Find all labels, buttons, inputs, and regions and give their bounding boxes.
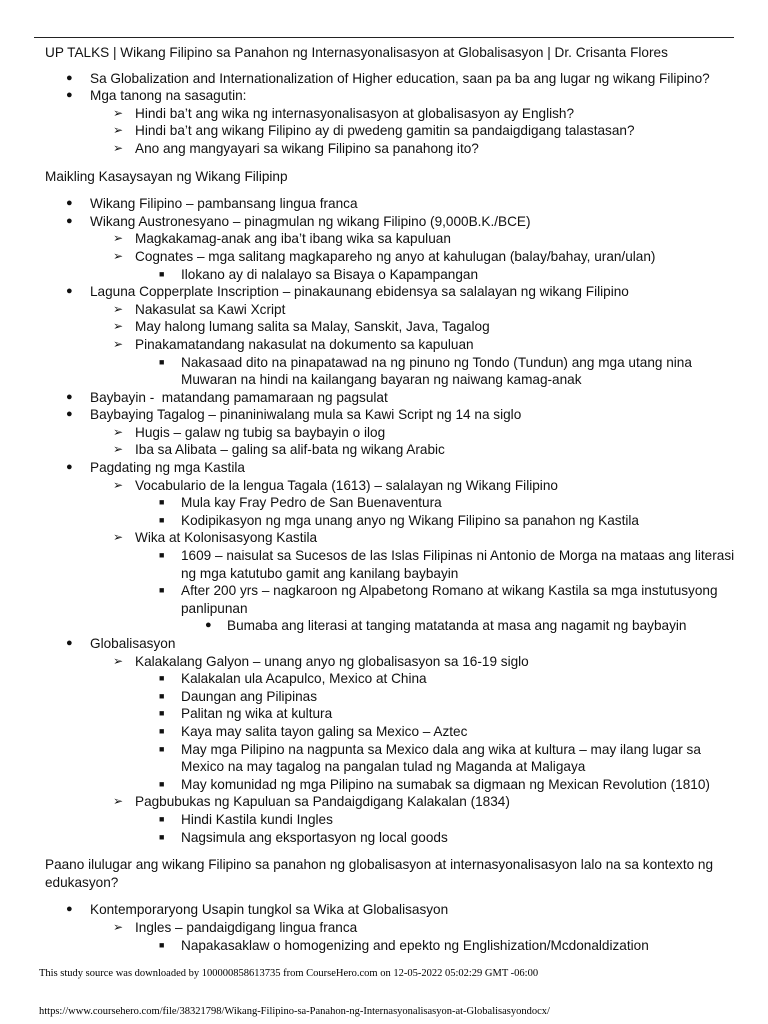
list-item: ● Wikang Filipino – pambansang lingua franca — [66, 196, 358, 212]
list-item: ■ Mula kay Fray Pedro de San Buenaventura — [159, 495, 442, 511]
list-item: ■ Hindi Kastila kundi Ingles — [159, 811, 333, 827]
list-item: ➢ Nakasulat sa Kawi Xcript — [113, 301, 286, 317]
document-body — [45, 44, 745, 954]
square-bullet-icon: ■ — [159, 725, 165, 736]
source-url-link[interactable]: https://www.coursehero.com/file/38321798/Wikang-Filipino-sa-Panahon-ng-Internasyonalisasyon-at-Globalisasyondocx/ — [39, 1006, 550, 1017]
list-item: ● Laguna Copperplate Inscription – pinakaunang ebidensya sa salalayan ng wikang Filipino ➢ Nakasulat sa Kawi Xcript ➢ May halong lumang salita sa Malay, Sanskit, Java, Tagalog ➢ Pinakamatandang nakasulat na dokumento sa kapuluan ■ Nakasaad dito na pinapatawad na ng pinuno ng Tondo (Tundun) ang mga utang nina Muwaran na hindi na kailangang bayaran ng naiwang kamag-anak — [90, 283, 745, 389]
dot-bullet-icon: ● — [205, 619, 212, 632]
arrow-bullet-icon: ➢ — [113, 319, 124, 334]
arrow-bullet-icon: ➢ — [113, 477, 124, 492]
list-item: ● Sa Globalization and Internationalization of Higher education, saan pa ba ang lugar ng wikang Filipino? — [66, 70, 710, 86]
square-bullet-icon: ■ — [159, 831, 165, 842]
list-item: ➢ Vocabulario de la lengua Tagala (1613) – salalayan ng Wikang Filipino ■ Mula kay Fray Pedro de San Buenaventura ■ Kodipikasyon ng mga unang anyo ng Wikang Filipino sa panahon ng Kastila — [135, 477, 745, 530]
list-item: ➢ Iba sa Alibata – galing sa alif-bata ng wikang Arabic — [113, 442, 445, 458]
arrow-bullet-icon: ➢ — [113, 794, 124, 809]
sublist — [135, 670, 745, 793]
sublist — [135, 811, 745, 846]
bullet-icon: ● — [66, 197, 73, 210]
square-bullet-icon: ■ — [159, 356, 165, 367]
list-item: ■ Ilokano ay di nalalayo sa Bisaya o Kapampangan — [159, 266, 478, 282]
square-bullet-icon: ■ — [159, 514, 165, 525]
list-item: ➢ Hindi ba’t ang wika ng internasyonalisasyon at globalisasyon ay English? — [113, 105, 575, 121]
sublist — [135, 266, 745, 284]
square-bullet-icon: ■ — [159, 813, 165, 824]
square-bullet-icon: ■ — [159, 673, 165, 684]
bullet-icon: ● — [66, 903, 73, 916]
list-item: ■ 1609 – naisulat sa Sucesos de las Islas Filipinas ni Antonio de Morga na mataas ang literasi ng mga katutubo gamit ang kanilang baybayin — [159, 548, 735, 581]
list-item: ■ May mga Pilipino na nagpunta sa Mexico dala ang wika at kultura – may ilang lugar sa Mexico na may tagalog na pangalan tulad ng Maganda at Maligaya — [159, 741, 701, 775]
bullet-icon: ● — [66, 285, 73, 298]
history-list — [45, 195, 745, 846]
list-item: ➢ Magkakamag-anak ang iba’t ibang wika sa kapuluan — [113, 231, 451, 247]
list-item: ● Baybayin - matandang pamamaraan ng pagsulat — [66, 389, 388, 405]
bullet-icon: ● — [66, 461, 73, 474]
list-item: ■ Kodipikasyon ng mga unang anyo ng Wikang Filipino sa panahon ng Kastila — [159, 512, 639, 528]
arrow-bullet-icon: ➢ — [113, 301, 124, 316]
list-item: ■ Daungan ang Pilipinas — [159, 688, 318, 704]
square-bullet-icon: ■ — [159, 939, 165, 950]
arrow-bullet-icon: ➢ — [113, 424, 124, 439]
list-item: ➢ Ingles – pandaigdigang lingua franca ■ Napakasaklaw o homogenizing and epekto ng Englishization/Mcdonaldization — [135, 919, 745, 954]
list-item: ● Kontemporaryong Usapin tungkol sa Wika at Globalisasyon ➢ Ingles – pandaigdigang lingua franca ■ Napakasaklaw o homogenizing and epekto ng Englishization/Mcdonaldization — [90, 901, 745, 954]
bullet-icon: ● — [66, 71, 73, 84]
arrow-bullet-icon: ➢ — [113, 530, 124, 545]
list-item: ➢ Wika at Kolonisasyong Kastila ■ 1609 – naisulat sa Sucesos de las Islas Filipinas ni Antonio de Morga na mataas ang literasi ng mga katutubo gamit ang kanilang baybayin ■ After 200 yrs – nagkaroon ng Alpabetong Romano at wikang Kastila sa mga instutusyong panlipunan ● Bumaba ang literasi at tanging matatanda at masa ang nagamit ng baybayin — [135, 529, 745, 635]
bullet-icon: ● — [66, 637, 73, 649]
list-item: ➢ May halong lumang salita sa Malay, Sanskit, Java, Tagalog — [113, 319, 490, 335]
list-item: ➢ Cognates – mga salitang magkapareho ng anyo at kahulugan (balay/bahay, uran/ulan) ■ Ilokano ay di nalalayo sa Bisaya o Kapampangan — [135, 248, 745, 283]
sublist — [181, 617, 745, 635]
top-rule — [34, 37, 734, 38]
arrow-bullet-icon: ➢ — [113, 248, 124, 263]
bullet-icon: ● — [66, 408, 73, 421]
intro-list — [45, 70, 745, 158]
bullet-icon: ● — [66, 390, 73, 403]
list-item: ● Mga tanong na sasagutin: ➢ Hindi ba’t ang wika ng internasyonalisasyon at globalisasyon ay English? ➢ Hindi ba’t ang wikang Filipino ay di pwedeng gamitin sa pandaigdigang talastasan? ➢ Ano ang mangyayari sa wikang Filipino sa panahong ito? — [90, 87, 745, 157]
square-bullet-icon: ■ — [159, 743, 165, 754]
document-title: UP TALKS | Wikang Filipino sa Panahon ng Internasyonalisasyon at Globalisasyon | Dr. Crisanta Flores — [45, 45, 668, 60]
square-bullet-icon: ■ — [159, 585, 165, 596]
square-bullet-icon: ■ — [159, 497, 165, 508]
square-bullet-icon: ■ — [159, 778, 165, 789]
list-item: ➢ Hindi ba’t ang wikang Filipino ay di pwedeng gamitin sa pandaigdigang talastasan? — [113, 123, 635, 139]
list-item: ● Wikang Austronesyano – pinagmulan ng wikang Filipino (9,000B.K./BCE) ➢ Magkakamag-anak ang iba’t ibang wika sa kapuluan ➢ Cognates – mga salitang magkapareho ng anyo at kahulugan (balay/bahay, uran/ulan) ■ Ilokano ay di nalalayo sa Bisaya o Kapampangan — [90, 213, 745, 283]
sublist — [90, 653, 745, 847]
square-bullet-icon: ■ — [159, 708, 165, 719]
list-item: ➢ Ano ang mangyayari sa wikang Filipino sa panahong ito? — [113, 140, 479, 156]
list-item: ■ Napakasaklaw o homogenizing and epekto ng Englishization/Mcdonaldization — [159, 937, 649, 953]
sublist — [135, 494, 745, 529]
square-bullet-icon: ■ — [159, 268, 165, 279]
sublist — [90, 919, 745, 954]
sublist — [90, 424, 745, 459]
square-bullet-icon: ■ — [159, 690, 165, 701]
question-paragraph: Paano ilulugar ang wikang Filipino sa panahon ng globalisasyon at internasyonalisasyon lalo na sa kontexto ng edukasyon? — [45, 857, 714, 890]
list-item: ■ Kalakalan ula Acapulco, Mexico at China — [159, 671, 427, 687]
bullet-icon: ● — [66, 214, 73, 227]
sublist — [90, 105, 745, 158]
list-item: ● Pagdating ng mga Kastila ➢ Vocabulario de la lengua Tagala (1613) – salalayan ng Wikang Filipino ■ Mula kay Fray Pedro de San Buenaventura ■ Kodipikasyon ng mga unang anyo ng Wikang Filipino sa panahon ng Kastila ➢ Wika at Kolonisasyong Kastila ■ 1609 – naisulat sa Sucesos de las Islas Filipinas ni Antonio de Morga na mataas ang literasi ng mga katutubo gamit ang kanilang baybayin ■ After 200 yrs – nagkaroon ng Alpabetong Romano at wikang Kastila sa mga instutusyong panlipunan ● Bumaba ang literasi at tanging matatanda at masa ang nagamit ng baybayin — [90, 459, 745, 635]
list-item: ■ After 200 yrs – nagkaroon ng Alpabetong Romano at wikang Kastila sa mga instutusyong panlipunan ● Bumaba ang literasi at tanging matatanda at masa ang nagamit ng baybayin — [181, 582, 745, 635]
arrow-bullet-icon: ➢ — [113, 919, 124, 934]
list-item: ➢ Kalakalang Galyon – unang anyo ng globalisasyon sa 16-19 siglo ■ Kalakalan ula Acapulco, Mexico at China ■ Daungan ang Pilipinas ■ Palitan ng wika at kultura ■ Kaya may salita tayon galing sa Mexico – Aztec ■ May mga Pilipino na nagpunta sa Mexico dala ang wika at kultura – may ilang lugar sa Mexico na may tagalog na pangalan tulad ng Maganda at Maligaya ■ May komunidad ng mga Pilipino na sumabak sa digmaan ng Mexican Revolution (1810) — [135, 653, 745, 794]
list-item: ■ Nakasaad dito na pinapatawad na ng pinuno ng Tondo (Tundun) ang mga utang nina Muwaran na hindi na kailangang bayaran ng naiwang kamag-anak — [159, 354, 692, 388]
list-item: ➢ Pagbubukas ng Kapuluan sa Pandaigdigang Kalakalan (1834) ■ Hindi Kastila kundi Ingles ■ Nagsimula ang eksportasyon ng local goods — [135, 793, 745, 846]
contemporary-list — [45, 901, 745, 954]
list-item: ➢ Hugis – galaw ng tubig sa baybayin o ilog — [113, 424, 386, 440]
sublist — [90, 477, 745, 635]
list-item: ● Bumaba ang literasi at tanging matatanda at masa ang nagamit ng baybayin — [205, 618, 687, 634]
arrow-bullet-icon: ➢ — [113, 105, 124, 120]
square-bullet-icon: ■ — [159, 550, 165, 561]
sublist — [90, 230, 745, 283]
arrow-bullet-icon: ➢ — [113, 140, 124, 155]
section-heading: Maikling Kasaysayan ng Wikang Filipinp — [45, 168, 288, 184]
download-notice: This study source was downloaded by 100000858613735 from CourseHero.com on 12-05-2022 05:02:29 GMT -06:00 — [39, 968, 539, 979]
list-item: ➢ Pinakamatandang nakasulat na dokumento sa kapuluan ■ Nakasaad dito na pinapatawad na ng pinuno ng Tondo (Tundun) ang mga utang nina Muwaran na hindi na kailangang bayaran ng naiwang kamag-anak — [135, 336, 745, 389]
sublist — [135, 547, 745, 635]
list-item: ■ Nagsimula ang eksportasyon ng local goods — [159, 829, 448, 845]
arrow-bullet-icon: ➢ — [113, 442, 124, 457]
list-item: ■ May komunidad ng mga Pilipino na sumabak sa digmaan ng Mexican Revolution (1810) — [159, 776, 710, 792]
list-item: ● Baybaying Tagalog – pinaniniwalang mula sa Kawi Script ng 14 na siglo ➢ Hugis – galaw ng tubig sa baybayin o ilog ➢ Iba sa Alibata – galing sa alif-bata ng wikang Arabic — [90, 406, 745, 459]
arrow-bullet-icon: ➢ — [113, 653, 124, 668]
sublist — [135, 937, 745, 955]
arrow-bullet-icon: ➢ — [113, 231, 124, 246]
arrow-bullet-icon: ➢ — [113, 123, 124, 138]
list-item: ● Globalisasyon ➢ Kalakalang Galyon – unang anyo ng globalisasyon sa 16-19 siglo ■ Kalakalan ula Acapulco, Mexico at China ■ Daungan ang Pilipinas ■ Palitan ng wika at kultura ■ Kaya may salita tayon galing sa Mexico – Aztec ■ May mga Pilipino na nagpunta sa Mexico dala ang wika at kultura – may ilang lugar sa Mexico na may tagalog na pangalan tulad ng Maganda at Maligaya ■ May komunidad ng mga Pilipino na sumabak sa digmaan ng Mexican Revolution (1810) ➢ Pagbubukas ng Kapuluan sa Pandaigdigang Kalakalan (1834) ■ Hindi Kastila kundi Ingles ■ Nagsimula ang eksportasyon ng local goods — [90, 635, 745, 846]
sublist — [135, 354, 745, 389]
list-item: ■ Kaya may salita tayon galing sa Mexico – Aztec — [159, 723, 468, 739]
arrow-bullet-icon: ➢ — [113, 336, 124, 351]
list-item: ■ Palitan ng wika at kultura — [159, 706, 333, 722]
sublist — [90, 301, 745, 389]
bullet-icon: ● — [66, 89, 73, 102]
